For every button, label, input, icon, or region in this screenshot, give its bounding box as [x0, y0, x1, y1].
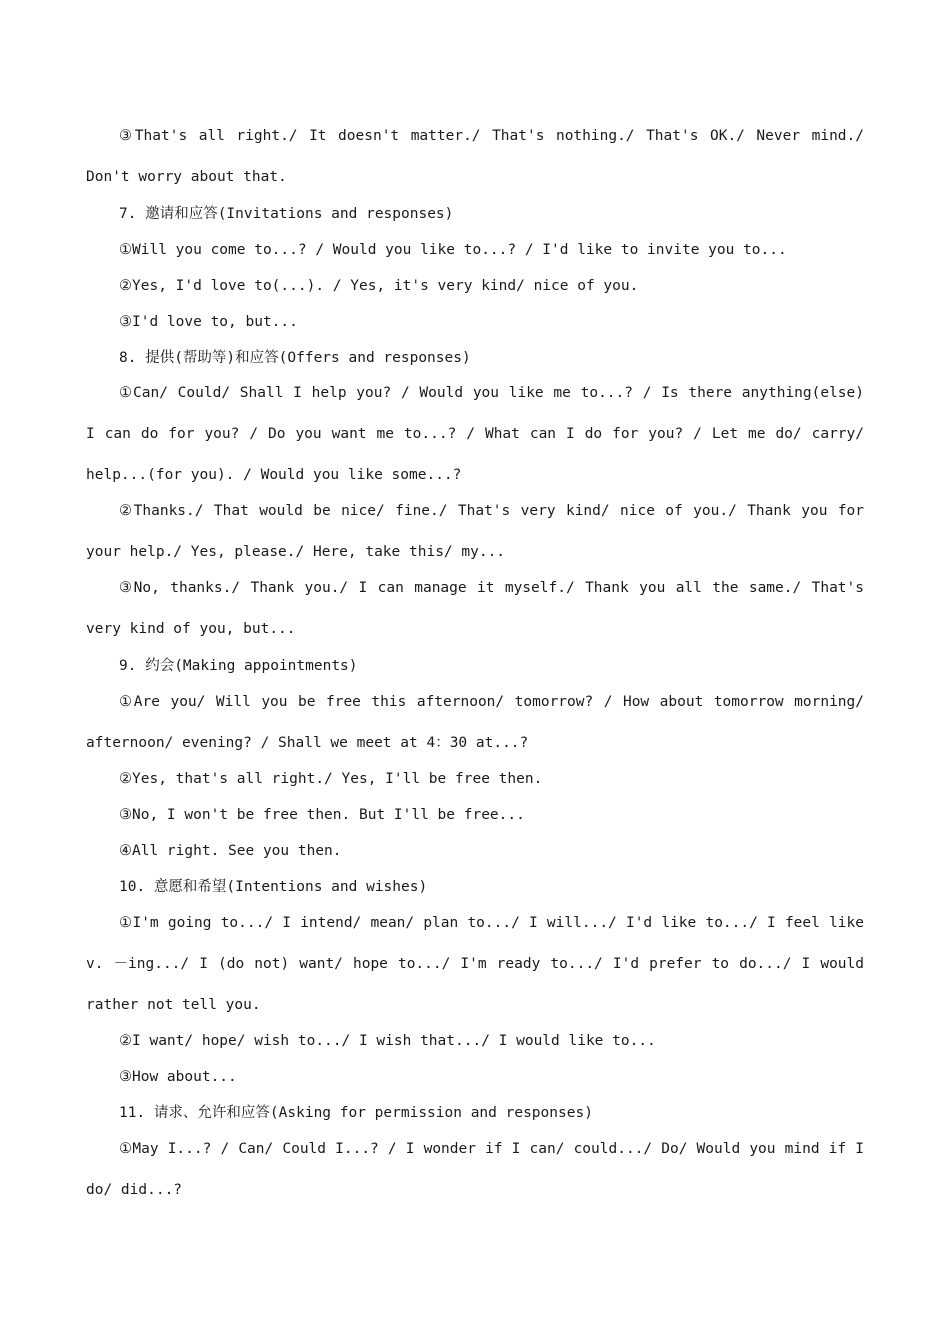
- paragraph-8-1: ①Can/ Could/ Shall I help you? / Would you like me to...? / Is there anything(else) I can do for you? / Do you want me to...? / What can I do for you? / Let me do/ carry/ help...(for you). / Would you like some...?: [86, 385, 864, 483]
- section-heading-11: 11. 请求、允许和应答(Asking for permission and responses): [119, 1105, 593, 1121]
- paragraph-9-1: ①Are you/ Will you be free this afternoon/ tomorrow? / How about tomorrow morning/ afternoon/ evening? / Shall we meet at 4：30 at...?: [86, 694, 864, 751]
- paragraph-9-2: ②Yes, that's all right./ Yes, I'll be free then.: [119, 771, 543, 787]
- paragraph-7-3: ③I'd love to, but...: [119, 314, 298, 330]
- paragraph-8-3: ③No, thanks./ Thank you./ I can manage it myself./ Thank you all the same./ That's very kind of you, but...: [86, 580, 864, 637]
- section-heading-8: 8. 提供(帮助等)和应答(Offers and responses): [119, 350, 471, 366]
- paragraph-9-3: ③No, I won't be free then. But I'll be free...: [119, 807, 525, 823]
- paragraph-10-3: ③How about...: [119, 1069, 237, 1085]
- paragraph-9-4: ④All right. See you then.: [119, 843, 342, 859]
- paragraph-7-1: ①Will you come to...? / Would you like to...? / I'd like to invite you to...: [119, 242, 787, 258]
- paragraph-10-2: ②I want/ hope/ wish to.../ I wish that.../ I would like to...: [119, 1033, 656, 1049]
- paragraph-7-2: ②Yes, I'd love to(...). / Yes, it's very kind/ nice of you.: [119, 278, 639, 294]
- section-heading-10: 10. 意愿和希望(Intentions and wishes): [119, 879, 428, 895]
- paragraph-apology-responses: ③That's all right./ It doesn't matter./ That's nothing./ That's OK./ Never mind./ Don't worry about that.: [86, 128, 864, 185]
- paragraph-10-1: ①I'm going to.../ I intend/ mean/ plan to.../ I will.../ I'd like to.../ I feel like v. －ing.../ I (do not) want/ hope to.../ I'm ready to.../ I'd prefer to do.../ I would rather not tell you.: [86, 915, 864, 1013]
- paragraph-8-2: ②Thanks./ That would be nice/ fine./ That's very kind/ nice of you./ Thank you for your help./ Yes, please./ Here, take this/ my...: [86, 503, 864, 560]
- section-heading-7: 7. 邀请和应答(Invitations and responses): [119, 206, 454, 222]
- section-heading-9: 9. 约会(Making appointments): [119, 658, 358, 674]
- paragraph-11-1: ①May I...? / Can/ Could I...? / I wonder if I can/ could.../ Do/ Would you mind if I do/ did...?: [86, 1141, 864, 1198]
